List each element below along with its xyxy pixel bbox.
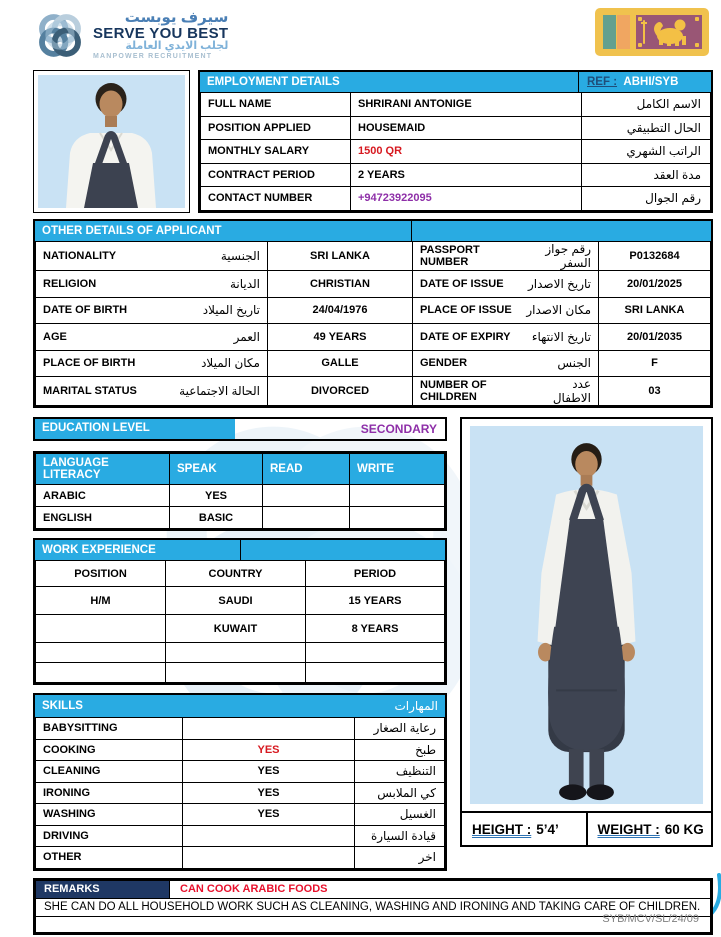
table-row: [36, 587, 445, 615]
field-value: HOUSEMAID: [351, 116, 582, 140]
table-row: [36, 485, 445, 507]
skill-label: OTHER: [36, 847, 183, 869]
field-label-arabic: تاريخ الاصدار: [527, 276, 591, 291]
skill-label: WASHING: [36, 804, 183, 826]
language-literacy-table: [33, 451, 447, 531]
skill-value: YES: [183, 739, 355, 761]
table-row: [36, 718, 445, 740]
sri-lanka-flag-icon: [595, 8, 709, 56]
work-position: [36, 615, 166, 643]
field-label: PASSPORT NUMBER: [420, 244, 480, 268]
field-label: FULL NAME: [201, 93, 351, 117]
table-row: [36, 271, 711, 298]
education-level-bar: [33, 417, 447, 441]
field-value: 24/04/1976: [268, 297, 413, 324]
skill-label-arabic: رعاية الصغار: [355, 718, 445, 740]
field-label: PLACE OF ISSUE: [420, 304, 512, 317]
field-label-arabic: مدة العقد: [582, 163, 711, 187]
skill-label: BABYSITTING: [36, 718, 183, 740]
field-value: SHRIRANI ANTONIGE: [351, 93, 582, 117]
table-row: [36, 825, 445, 847]
skill-label-arabic: كي الملابس: [355, 782, 445, 804]
field-label: AGE: [43, 330, 67, 343]
employment-details-title: EMPLOYMENT DETAILS: [207, 76, 340, 88]
column-header: PERIOD: [306, 561, 445, 587]
logo-arabic-subtitle: لجلب الايدي العاملة: [125, 40, 229, 53]
skill-label-arabic: التنظيف: [355, 761, 445, 783]
table-row: [36, 324, 711, 351]
logo-text: [93, 10, 228, 60]
field-label-arabic: تاريخ الانتهاء: [531, 329, 591, 344]
table-row: [36, 377, 711, 406]
column-header: READ: [263, 454, 350, 485]
field-value: P0132684: [599, 242, 711, 271]
table-header-row: [36, 454, 445, 485]
table-row: [201, 116, 711, 140]
field-label: DATE OF ISSUE: [420, 277, 504, 290]
table-row: [201, 163, 711, 187]
column-header: WRITE: [350, 454, 445, 485]
remarks-title: REMARKS: [36, 880, 170, 898]
field-label: DATE OF BIRTH: [43, 304, 128, 317]
work-experience-header: [35, 540, 445, 560]
field-value: SRI LANKA: [599, 297, 711, 324]
weight-value: 60 KG: [664, 821, 704, 837]
field-value: 20/01/2035: [599, 324, 711, 351]
field-label-arabic: العمر: [233, 329, 260, 344]
ref-cell: [578, 72, 711, 92]
header: [33, 0, 713, 66]
work-experience-table: [33, 538, 447, 685]
skill-label: CLEANING: [36, 761, 183, 783]
field-value: 49 YEARS: [268, 324, 413, 351]
height-value: 5’4’: [536, 821, 559, 837]
work-period: [306, 643, 445, 663]
language-write: [350, 485, 445, 507]
language-speak: YES: [170, 485, 263, 507]
employment-details-table: [198, 70, 713, 213]
height-cell: [462, 813, 586, 845]
height-label: HEIGHT :: [472, 821, 532, 837]
field-label: MONTHLY SALARY: [201, 140, 351, 164]
logo-knot-icon: [33, 8, 87, 62]
language-name: ARABIC: [36, 485, 170, 507]
field-label-arabic: مكان الاصدار: [526, 303, 591, 318]
column-header: POSITION: [36, 561, 166, 587]
skill-value: [183, 718, 355, 740]
field-value: +94723922095: [351, 187, 582, 211]
middle-section: [33, 417, 713, 871]
work-experience-title: WORK EXPERIENCE: [35, 540, 241, 560]
language-name: ENGLISH: [36, 507, 170, 529]
field-label: CONTRACT PERIOD: [201, 163, 351, 187]
work-position: H/M: [36, 587, 166, 615]
work-experience-header-spacer: [241, 546, 445, 554]
height-weight-row: [462, 811, 711, 845]
table-row: [36, 847, 445, 869]
education-level-value: SECONDARY: [360, 422, 437, 436]
field-label: POSITION APPLIED: [201, 116, 351, 140]
field-label-arabic: عدد الاطفال: [552, 377, 591, 405]
field-label-arabic: الجنس: [557, 356, 591, 371]
logo-title: SERVE YOU BEST: [93, 24, 229, 42]
skill-label-arabic: الغسيل: [355, 804, 445, 826]
field-value: 2 YEARS: [351, 163, 582, 187]
work-period: 15 YEARS: [306, 587, 445, 615]
remarks-header-row: [36, 880, 711, 898]
left-column: [33, 417, 447, 871]
employment-details-header: [200, 72, 711, 92]
work-country: SAUDI: [166, 587, 306, 615]
work-period: 8 YEARS: [306, 615, 445, 643]
skills-header: [35, 695, 445, 717]
field-label-arabic: مكان الميلاد: [201, 356, 260, 371]
language-write: [350, 507, 445, 529]
document-reference: SYB/MCV/SL/24/09: [602, 913, 699, 925]
right-column: [460, 417, 713, 847]
education-level-label: EDUCATION LEVEL: [35, 419, 235, 439]
table-header-row: [36, 561, 445, 587]
field-label-arabic: تاريخ الميلاد: [202, 303, 260, 318]
field-label: RELIGION: [43, 277, 97, 290]
field-label-arabic: الجنسية: [220, 249, 260, 263]
table-row: [201, 140, 711, 164]
field-label: NATIONALITY: [43, 250, 117, 262]
field-label-arabic: الحال التطبيقي: [582, 116, 711, 140]
table-row: [36, 663, 445, 683]
skill-label: IRONING: [36, 782, 183, 804]
field-label: DATE OF EXPIRY: [420, 330, 511, 343]
table-row: [201, 187, 711, 211]
logo-subtitle: MANPOWER RECRUITMENT: [93, 52, 213, 60]
field-label-arabic: رقم الجوال: [582, 187, 711, 211]
field-label-arabic: رقم جواز السفر: [545, 242, 591, 270]
remarks-highlight: CAN COOK ARABIC FOODS: [170, 880, 711, 898]
skill-label: COOKING: [36, 739, 183, 761]
applicant-photo: [33, 70, 190, 213]
column-header: SPEAK: [170, 454, 263, 485]
field-label: NUMBER OF CHILDREN: [420, 379, 487, 403]
field-label: GENDER: [420, 357, 468, 370]
other-details-header-spacer: [412, 227, 711, 235]
skill-label-arabic: قيادة السيارة: [355, 825, 445, 847]
table-row: [36, 761, 445, 783]
skill-label: DRIVING: [36, 825, 183, 847]
work-position: [36, 643, 166, 663]
skill-value: YES: [183, 782, 355, 804]
skills-title-arabic: المهارات: [394, 699, 438, 713]
other-details-table: [33, 219, 713, 408]
other-details-header: [35, 221, 711, 241]
ref-label: REF :: [587, 76, 618, 88]
field-label-arabic: الحالة الاجتماعية: [179, 384, 260, 398]
applicant-full-photo: [460, 417, 713, 847]
table-row: [36, 242, 711, 271]
language-speak: BASIC: [170, 507, 263, 529]
ref-value: ABHI/SYB: [623, 76, 679, 88]
skill-value: YES: [183, 761, 355, 783]
work-period: [306, 663, 445, 683]
field-value: GALLE: [268, 350, 413, 377]
company-logo: [33, 8, 228, 62]
skill-value: [183, 847, 355, 869]
table-row: [36, 350, 711, 377]
skills-title: SKILLS: [42, 700, 83, 712]
language-read: [263, 507, 350, 529]
language-read: [263, 485, 350, 507]
table-row: [36, 643, 445, 663]
work-country: KUWAIT: [166, 615, 306, 643]
table-row: [36, 615, 445, 643]
table-row: [36, 739, 445, 761]
field-value: F: [599, 350, 711, 377]
skills-table: [33, 693, 447, 871]
work-position: [36, 663, 166, 683]
weight-label: WEIGHT :: [597, 821, 660, 837]
table-row: [36, 507, 445, 529]
field-label-arabic: الراتب الشهري: [582, 140, 711, 164]
weight-cell: [586, 813, 712, 845]
work-country: [166, 643, 306, 663]
skill-value: [183, 825, 355, 847]
column-header: LANGUAGE LITERACY: [36, 454, 170, 485]
field-value: SRI LANKA: [268, 242, 413, 271]
applicant-full-photo-image: [469, 426, 704, 804]
applicant-photo-image: [38, 75, 185, 208]
skill-value: YES: [183, 804, 355, 826]
field-value: CHRISTIAN: [268, 271, 413, 298]
table-row: [36, 782, 445, 804]
table-row: [201, 93, 711, 117]
field-label-arabic: الاسم الكامل: [582, 93, 711, 117]
field-label: MARITAL STATUS: [43, 385, 137, 397]
other-details-title: OTHER DETAILS OF APPLICANT: [35, 221, 412, 241]
top-section: [33, 70, 713, 213]
field-value: 20/01/2025: [599, 271, 711, 298]
remarks-body: SHE CAN DO ALL HOUSEHOLD WORK SUCH AS CLEANING, WASHING AND IRONING AND TAKING CARE OF CHILDREN.: [36, 898, 711, 916]
column-header: COUNTRY: [166, 561, 306, 587]
field-label: PLACE OF BIRTH: [43, 357, 136, 370]
field-label: CONTACT NUMBER: [201, 187, 351, 211]
field-value: 1500 QR: [351, 140, 582, 164]
skill-label-arabic: اخر: [355, 847, 445, 869]
field-label-arabic: الديانة: [229, 276, 260, 291]
field-value: DIVORCED: [268, 377, 413, 406]
table-row: [36, 297, 711, 324]
skill-label-arabic: طبخ: [355, 739, 445, 761]
work-country: [166, 663, 306, 683]
table-row: [36, 804, 445, 826]
logo-arabic-title: سيرف يوبست: [124, 8, 229, 26]
remarks-table: [33, 878, 713, 935]
field-value: 03: [599, 377, 711, 406]
